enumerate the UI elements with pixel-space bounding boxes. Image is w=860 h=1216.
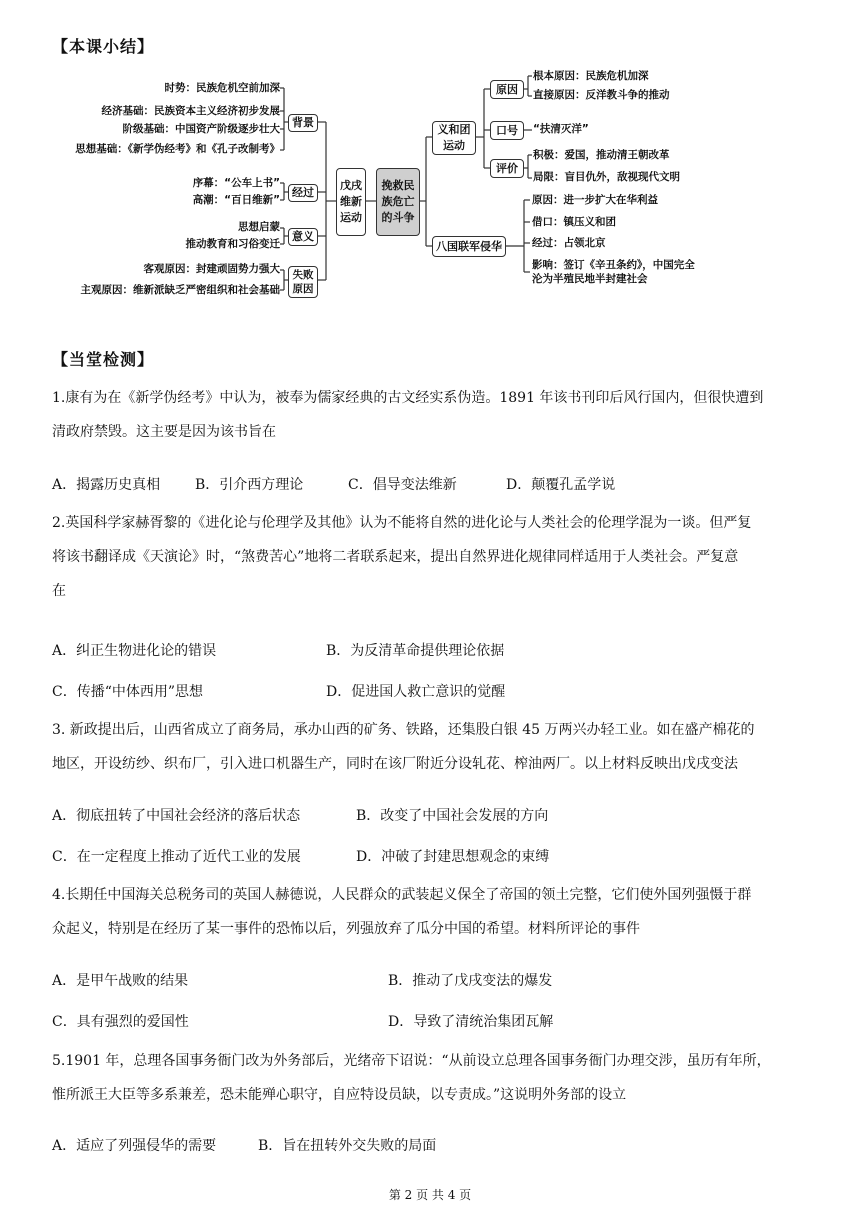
eight-item-3: 经过：占领北京	[532, 237, 606, 249]
sig-item-1: 思想启蒙	[238, 221, 280, 233]
bg-item-2: 经济基础：民族资本主义经济初步发展	[101, 105, 280, 117]
question-3-line-1: 3. 新政提出后，山西省成立了商务局，承办山西的矿务、铁路，还集股白银 45 万两兴办轻工业。如在盛产棉花的	[52, 722, 755, 738]
q4-option-d[interactable]: D．导致了清统治集团瓦解	[388, 1014, 554, 1030]
mindmap-connectors	[0, 0, 860, 330]
q5-option-a[interactable]: A．适应了列强侵华的需要	[52, 1138, 217, 1154]
test-title: 【当堂检测】	[52, 350, 155, 369]
question-5-line-2: 惟所派王大臣等多系兼差，恐未能殚心职守，自应特设员缺，以专责成。”这说明外务部的设立	[52, 1087, 627, 1103]
process-item-1: 序幕：“公车上书”	[192, 177, 280, 189]
eval-item-2: 局限：盲目仇外，敌视现代文明	[533, 171, 680, 183]
q4-option-a[interactable]: A．是甲午战败的结果	[52, 973, 189, 989]
q3-option-b[interactable]: B．改变了中国社会发展的方向	[356, 808, 549, 824]
question-2-line-1: 2.英国科学家赫胥黎的《进化论与伦理学及其他》认为不能将自然的进化论与人类社会的伦理学混为一谈。但严复	[52, 515, 752, 531]
q4-option-b[interactable]: B．推动了戊戌变法的爆发	[388, 973, 553, 989]
eight-item-1: 原因：进一步扩大在华利益	[532, 194, 658, 206]
q1-option-d[interactable]: D．颠覆孔孟学说	[506, 477, 616, 493]
q3-option-a[interactable]: A．彻底扭转了中国社会经济的落后状态	[52, 808, 301, 824]
eval-label: 评价	[490, 159, 524, 178]
sig-label: 意义	[288, 228, 318, 246]
question-5-line-1: 5.1901 年，总理各国事务衙门改为外务部后，光绪帝下诏说：“从前设立总理各国事务衙门办理交涉，虽历有年所，	[52, 1053, 771, 1069]
question-1	[52, 381, 822, 449]
question-5	[52, 1044, 822, 1112]
bg-item-4: 思想基础：《新学伪经考》和《孔子改制考》	[75, 143, 280, 155]
process-item-2: 高潮：“百日维新”	[192, 194, 280, 206]
q2-option-b[interactable]: B．为反清革命提供理论依据	[326, 643, 505, 659]
sig-item-2: 推动教育和习俗变迁	[185, 238, 280, 250]
question-4-line-1: 4.长期任中国海关总税务司的英国人赫德说，人民群众的武装起义保全了帝国的领土完整，它们使外国列强慑于群	[52, 887, 752, 903]
eight-item-4: 影响：签订《辛丑条约》，中国完全	[532, 259, 695, 271]
q2-option-d[interactable]: D．促进国人救亡意识的觉醒	[326, 684, 506, 700]
reform-box: 戊戌维新运动	[336, 168, 366, 236]
slogan-label: 口号	[490, 121, 524, 140]
question-3-line-2: 地区，开设纺纱、织布厂，引入进口机器生产，同时在该厂附近分设轧花、榨油两厂。以上材料反映出戊戌变法	[52, 756, 738, 772]
eval-item-1: 积极：爱国，推动清王朝改革	[533, 149, 670, 161]
q2-option-a[interactable]: A．纠正生物进化论的错误	[52, 643, 217, 659]
question-3	[52, 713, 822, 781]
eight-item-2: 借口：镇压义和团	[532, 216, 616, 228]
bg-item-1: 时势：民族危机空前加深	[164, 82, 280, 94]
q3-option-c[interactable]: C．在一定程度上推动了近代工业的发展	[52, 849, 301, 865]
summary-title: 【本课小结】	[52, 37, 155, 56]
cause-label: 原因	[490, 80, 524, 99]
fail-item-2: 主观原因：维新派缺乏严密组织和社会基础	[80, 284, 280, 296]
question-1-line-2: 清政府禁毁。这主要是因为该书旨在	[52, 424, 276, 440]
question-2-line-3: 在	[52, 583, 66, 599]
question-4-line-2: 众起义，特别是在经历了某一事件的恐怖以后，列强放弃了瓜分中国的希望。材料所评论的事件	[52, 921, 640, 937]
q3-option-d[interactable]: D．冲破了封建思想观念的束缚	[356, 849, 550, 865]
bg-label: 背景	[288, 114, 318, 132]
question-4	[52, 878, 822, 946]
cause-item-1: 根本原因：民族危机加深	[533, 70, 649, 82]
question-2	[52, 506, 822, 608]
question-2-line-2: 将该书翻译成《天演论》时，“煞费苦心”地将二者联系起来，提出自然界进化规律同样适用于人类社会。严复意	[52, 549, 739, 565]
slogan-item: “扶清灭洋”	[533, 123, 589, 135]
q1-option-c[interactable]: C．倡导变法维新	[348, 477, 457, 493]
mindmap	[0, 0, 860, 330]
q4-option-c[interactable]: C．具有强烈的爱国性	[52, 1014, 189, 1030]
q1-option-b[interactable]: B．引介西方理论	[195, 477, 304, 493]
fail-label: 失败原因	[288, 266, 318, 298]
q2-option-c[interactable]: C．传播“中体西用”思想	[52, 684, 204, 700]
fail-item-1: 客观原因：封建顽固势力强大	[143, 263, 280, 275]
center-box: 挽救民族危亡的斗争	[376, 168, 420, 236]
eight-nation-box: 八国联军侵华	[432, 236, 506, 257]
process-label: 经过	[288, 184, 318, 202]
page-footer: 第 2 页 共 4 页	[388, 1188, 472, 1202]
cause-item-2: 直接原因：反洋教斗争的推动	[533, 89, 670, 101]
q5-option-b[interactable]: B．旨在扭转外交失败的局面	[258, 1138, 437, 1154]
question-1-line-1: 1.康有为在《新学伪经考》中认为，被奉为儒家经典的古文经实系伪造。1891 年该书刊印后风行国内，但很快遭到	[52, 390, 764, 406]
bg-item-3: 阶级基础：中国资产阶级逐步壮大	[122, 123, 280, 135]
q1-option-a[interactable]: A．揭露历史真相	[52, 477, 161, 493]
boxer-box: 义和团运动	[432, 121, 476, 155]
eight-item-5: 沦为半殖民地半封建社会	[532, 273, 648, 285]
